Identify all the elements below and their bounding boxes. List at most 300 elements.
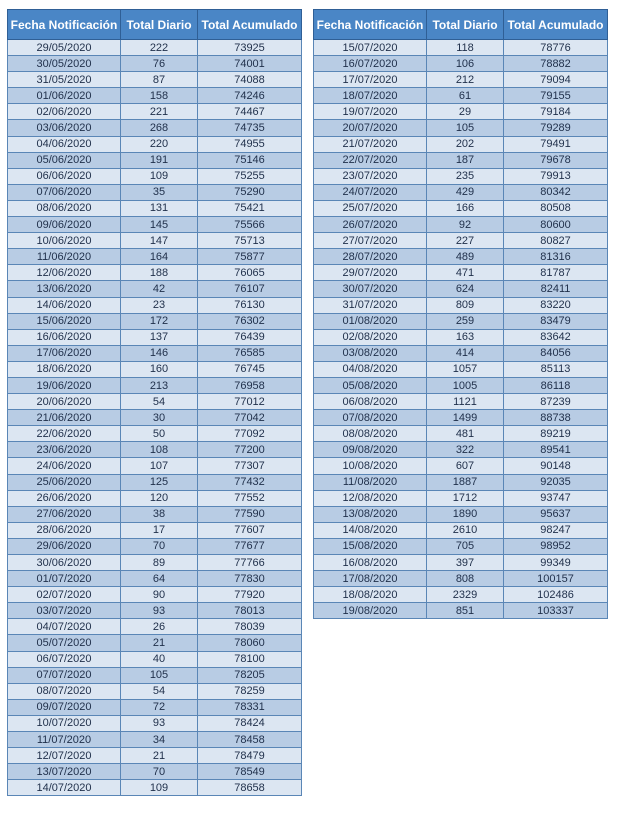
table-row xyxy=(8,410,302,426)
table-row xyxy=(8,667,302,683)
cell-fecha: 17/08/2020 xyxy=(314,571,427,587)
table-row xyxy=(8,200,302,216)
cell-total-acumulado: 87239 xyxy=(504,394,608,410)
cell-total-diario: 220 xyxy=(121,136,198,152)
cell-total-acumulado: 74001 xyxy=(198,56,302,72)
cell-total-acumulado: 100157 xyxy=(504,571,608,587)
table-row xyxy=(8,104,302,120)
cell-fecha: 04/08/2020 xyxy=(314,361,427,377)
cell-fecha: 04/07/2020 xyxy=(8,619,121,635)
cell-fecha: 25/06/2020 xyxy=(8,474,121,490)
cell-fecha: 02/08/2020 xyxy=(314,329,427,345)
cell-fecha: 24/07/2020 xyxy=(314,184,427,200)
cell-fecha: 23/07/2020 xyxy=(314,168,427,184)
cell-fecha: 14/07/2020 xyxy=(8,780,121,796)
table-row xyxy=(8,780,302,796)
cell-total-diario: 108 xyxy=(121,442,198,458)
cell-total-acumulado: 78658 xyxy=(198,780,302,796)
cell-fecha: 09/07/2020 xyxy=(8,699,121,715)
cell-total-acumulado: 81316 xyxy=(504,249,608,265)
cell-fecha: 12/07/2020 xyxy=(8,748,121,764)
cell-total-acumulado: 83220 xyxy=(504,297,608,313)
cell-total-diario: 109 xyxy=(121,168,198,184)
cell-fecha: 19/07/2020 xyxy=(314,104,427,120)
table-row xyxy=(314,442,608,458)
cell-total-diario: 808 xyxy=(427,571,504,587)
cell-fecha: 24/06/2020 xyxy=(8,458,121,474)
cell-fecha: 14/06/2020 xyxy=(8,297,121,313)
cell-fecha: 17/06/2020 xyxy=(8,345,121,361)
table-row xyxy=(314,40,608,56)
cell-total-diario: 29 xyxy=(427,104,504,120)
table-row xyxy=(314,72,608,88)
table-row xyxy=(314,265,608,281)
cell-fecha: 19/08/2020 xyxy=(314,603,427,619)
table-row xyxy=(314,56,608,72)
cell-fecha: 02/07/2020 xyxy=(8,587,121,603)
cell-total-acumulado: 80508 xyxy=(504,200,608,216)
table-row xyxy=(8,184,302,200)
table-row xyxy=(314,538,608,554)
cell-total-acumulado: 78013 xyxy=(198,603,302,619)
cell-total-diario: 221 xyxy=(121,104,198,120)
cell-total-acumulado: 75290 xyxy=(198,184,302,200)
table-row xyxy=(8,506,302,522)
table-row xyxy=(314,104,608,120)
cell-total-diario: 1499 xyxy=(427,410,504,426)
cell-total-diario: 40 xyxy=(121,651,198,667)
cell-total-diario: 125 xyxy=(121,474,198,490)
cell-total-diario: 64 xyxy=(121,571,198,587)
col-header-fecha: Fecha Notificación xyxy=(8,10,121,40)
cell-fecha: 06/06/2020 xyxy=(8,168,121,184)
cell-total-acumulado: 79289 xyxy=(504,120,608,136)
cell-fecha: 07/06/2020 xyxy=(8,184,121,200)
cell-fecha: 29/06/2020 xyxy=(8,538,121,554)
cell-fecha: 28/07/2020 xyxy=(314,249,427,265)
table-row xyxy=(314,184,608,200)
cell-total-diario: 705 xyxy=(427,538,504,554)
cell-total-diario: 23 xyxy=(121,297,198,313)
cell-total-acumulado: 74246 xyxy=(198,88,302,104)
cell-fecha: 25/07/2020 xyxy=(314,200,427,216)
cell-total-diario: 202 xyxy=(427,136,504,152)
table-row xyxy=(8,297,302,313)
cell-total-diario: 489 xyxy=(427,249,504,265)
cell-total-acumulado: 78205 xyxy=(198,667,302,683)
cell-total-acumulado: 77552 xyxy=(198,490,302,506)
cell-fecha: 03/08/2020 xyxy=(314,345,427,361)
cell-fecha: 10/06/2020 xyxy=(8,233,121,249)
cell-total-diario: 1890 xyxy=(427,506,504,522)
cell-total-diario: 1057 xyxy=(427,361,504,377)
table-row xyxy=(314,506,608,522)
cell-total-acumulado: 92035 xyxy=(504,474,608,490)
table-row xyxy=(8,281,302,297)
cell-total-diario: 188 xyxy=(121,265,198,281)
cell-total-diario: 1121 xyxy=(427,394,504,410)
cell-total-acumulado: 79094 xyxy=(504,72,608,88)
table-row xyxy=(314,168,608,184)
cell-total-diario: 131 xyxy=(121,200,198,216)
cell-total-acumulado: 76302 xyxy=(198,313,302,329)
cell-total-diario: 21 xyxy=(121,748,198,764)
table-row xyxy=(314,281,608,297)
cell-fecha: 08/08/2020 xyxy=(314,426,427,442)
cell-total-diario: 222 xyxy=(121,40,198,56)
cell-total-diario: 105 xyxy=(427,120,504,136)
cell-total-acumulado: 82411 xyxy=(504,281,608,297)
table-row xyxy=(8,168,302,184)
cell-total-acumulado: 78776 xyxy=(504,40,608,56)
table-row xyxy=(8,394,302,410)
cell-fecha: 08/07/2020 xyxy=(8,683,121,699)
table-row xyxy=(8,313,302,329)
cell-fecha: 13/08/2020 xyxy=(314,506,427,522)
cell-total-acumulado: 78060 xyxy=(198,635,302,651)
table-row xyxy=(8,571,302,587)
cell-total-diario: 17 xyxy=(121,522,198,538)
cell-total-diario: 34 xyxy=(121,732,198,748)
cell-total-diario: 21 xyxy=(121,635,198,651)
cell-total-acumulado: 77092 xyxy=(198,426,302,442)
cell-total-acumulado: 76585 xyxy=(198,345,302,361)
cell-total-acumulado: 84056 xyxy=(504,345,608,361)
cell-fecha: 17/07/2020 xyxy=(314,72,427,88)
cell-total-diario: 35 xyxy=(121,184,198,200)
header-row xyxy=(314,10,608,40)
cell-fecha: 19/06/2020 xyxy=(8,377,121,393)
table-row xyxy=(314,152,608,168)
table-row xyxy=(314,377,608,393)
cell-fecha: 06/07/2020 xyxy=(8,651,121,667)
table-row xyxy=(314,571,608,587)
cell-total-diario: 105 xyxy=(121,667,198,683)
cell-fecha: 16/08/2020 xyxy=(314,555,427,571)
table-row xyxy=(8,377,302,393)
table-row xyxy=(8,619,302,635)
table-row xyxy=(314,522,608,538)
table-row xyxy=(8,555,302,571)
col-header-total-acumulado: Total Acumulado xyxy=(504,10,608,40)
cell-total-diario: 109 xyxy=(121,780,198,796)
table-row xyxy=(314,603,608,619)
col-header-fecha: Fecha Notificación xyxy=(314,10,427,40)
cell-fecha: 30/05/2020 xyxy=(8,56,121,72)
cell-total-acumulado: 75255 xyxy=(198,168,302,184)
cell-total-diario: 2610 xyxy=(427,522,504,538)
cell-total-diario: 54 xyxy=(121,683,198,699)
cell-total-acumulado: 76439 xyxy=(198,329,302,345)
cell-total-diario: 414 xyxy=(427,345,504,361)
table-row xyxy=(8,458,302,474)
cell-total-acumulado: 81787 xyxy=(504,265,608,281)
cell-total-acumulado: 76107 xyxy=(198,281,302,297)
cell-total-diario: 213 xyxy=(121,377,198,393)
table-row xyxy=(314,200,608,216)
table-row xyxy=(8,56,302,72)
cell-fecha: 04/06/2020 xyxy=(8,136,121,152)
table-row xyxy=(8,233,302,249)
table-row xyxy=(8,249,302,265)
cell-fecha: 10/08/2020 xyxy=(314,458,427,474)
cell-total-acumulado: 79184 xyxy=(504,104,608,120)
cell-total-acumulado: 93747 xyxy=(504,490,608,506)
cell-fecha: 20/07/2020 xyxy=(314,120,427,136)
cell-total-acumulado: 77607 xyxy=(198,522,302,538)
cell-fecha: 10/07/2020 xyxy=(8,715,121,731)
cell-total-acumulado: 88738 xyxy=(504,410,608,426)
cell-total-diario: 809 xyxy=(427,297,504,313)
table-row xyxy=(314,394,608,410)
cell-total-acumulado: 75421 xyxy=(198,200,302,216)
cell-total-diario: 187 xyxy=(427,152,504,168)
cell-total-acumulado: 78549 xyxy=(198,764,302,780)
cell-total-diario: 30 xyxy=(121,410,198,426)
table-row xyxy=(8,764,302,780)
cell-fecha: 22/07/2020 xyxy=(314,152,427,168)
cell-total-acumulado: 78039 xyxy=(198,619,302,635)
cell-total-acumulado: 74467 xyxy=(198,104,302,120)
cell-total-diario: 90 xyxy=(121,587,198,603)
cell-fecha: 03/07/2020 xyxy=(8,603,121,619)
cell-total-acumulado: 75146 xyxy=(198,152,302,168)
table-row xyxy=(8,603,302,619)
cell-fecha: 02/06/2020 xyxy=(8,104,121,120)
table-row xyxy=(8,120,302,136)
table-row xyxy=(314,249,608,265)
cell-total-acumulado: 78882 xyxy=(504,56,608,72)
cell-total-acumulado: 79913 xyxy=(504,168,608,184)
cell-total-diario: 70 xyxy=(121,538,198,554)
cell-total-acumulado: 76065 xyxy=(198,265,302,281)
table-row xyxy=(8,538,302,554)
cell-total-diario: 212 xyxy=(427,72,504,88)
table-row xyxy=(8,683,302,699)
table-row xyxy=(314,329,608,345)
cell-fecha: 16/06/2020 xyxy=(8,329,121,345)
cell-fecha: 31/05/2020 xyxy=(8,72,121,88)
left-table xyxy=(7,9,302,796)
table-row xyxy=(314,490,608,506)
cell-total-acumulado: 79491 xyxy=(504,136,608,152)
cell-total-acumulado: 77830 xyxy=(198,571,302,587)
cell-total-acumulado: 77920 xyxy=(198,587,302,603)
cell-total-diario: 87 xyxy=(121,72,198,88)
table-row xyxy=(314,313,608,329)
cell-total-diario: 429 xyxy=(427,184,504,200)
cell-fecha: 01/08/2020 xyxy=(314,313,427,329)
cell-total-diario: 259 xyxy=(427,313,504,329)
table-row xyxy=(8,732,302,748)
cell-total-acumulado: 78100 xyxy=(198,651,302,667)
cell-total-acumulado: 79678 xyxy=(504,152,608,168)
cell-fecha: 15/07/2020 xyxy=(314,40,427,56)
cell-total-acumulado: 80342 xyxy=(504,184,608,200)
table-row xyxy=(314,297,608,313)
table-row xyxy=(8,361,302,377)
cell-fecha: 13/07/2020 xyxy=(8,764,121,780)
cell-fecha: 14/08/2020 xyxy=(314,522,427,538)
cell-total-diario: 54 xyxy=(121,394,198,410)
cell-fecha: 21/06/2020 xyxy=(8,410,121,426)
cell-total-diario: 146 xyxy=(121,345,198,361)
cell-total-diario: 107 xyxy=(121,458,198,474)
table-row xyxy=(8,136,302,152)
cell-total-acumulado: 85113 xyxy=(504,361,608,377)
cell-total-diario: 26 xyxy=(121,619,198,635)
right-table-body xyxy=(314,40,608,619)
table-row xyxy=(8,152,302,168)
cell-fecha: 30/07/2020 xyxy=(314,281,427,297)
header-row xyxy=(8,10,302,40)
cell-fecha: 01/07/2020 xyxy=(8,571,121,587)
table-row xyxy=(8,329,302,345)
cell-total-acumulado: 76958 xyxy=(198,377,302,393)
cell-fecha: 15/08/2020 xyxy=(314,538,427,554)
table-row xyxy=(8,265,302,281)
cell-fecha: 20/06/2020 xyxy=(8,394,121,410)
cell-total-diario: 118 xyxy=(427,40,504,56)
table-row xyxy=(8,587,302,603)
right-table xyxy=(313,9,608,619)
cell-total-diario: 147 xyxy=(121,233,198,249)
cell-total-acumulado: 77766 xyxy=(198,555,302,571)
table-row xyxy=(8,522,302,538)
cell-fecha: 26/06/2020 xyxy=(8,490,121,506)
cell-total-acumulado: 83642 xyxy=(504,329,608,345)
cell-total-acumulado: 99349 xyxy=(504,555,608,571)
cell-total-diario: 166 xyxy=(427,200,504,216)
cell-total-diario: 607 xyxy=(427,458,504,474)
cell-total-acumulado: 95637 xyxy=(504,506,608,522)
cell-total-diario: 158 xyxy=(121,88,198,104)
cell-total-acumulado: 76745 xyxy=(198,361,302,377)
cell-total-diario: 120 xyxy=(121,490,198,506)
cell-total-acumulado: 74955 xyxy=(198,136,302,152)
col-header-total-diario: Total Diario xyxy=(427,10,504,40)
table-row xyxy=(8,426,302,442)
cell-fecha: 29/05/2020 xyxy=(8,40,121,56)
table-row xyxy=(8,490,302,506)
cell-total-diario: 2329 xyxy=(427,587,504,603)
table-row xyxy=(314,555,608,571)
cell-total-diario: 93 xyxy=(121,603,198,619)
cell-fecha: 18/08/2020 xyxy=(314,587,427,603)
table-row xyxy=(8,40,302,56)
cell-total-diario: 164 xyxy=(121,249,198,265)
cell-fecha: 31/07/2020 xyxy=(314,297,427,313)
cell-total-diario: 227 xyxy=(427,233,504,249)
table-row xyxy=(314,474,608,490)
table-row xyxy=(8,72,302,88)
cell-fecha: 27/07/2020 xyxy=(314,233,427,249)
cell-total-acumulado: 77677 xyxy=(198,538,302,554)
table-row xyxy=(314,458,608,474)
cell-fecha: 23/06/2020 xyxy=(8,442,121,458)
cell-total-acumulado: 83479 xyxy=(504,313,608,329)
cell-total-diario: 72 xyxy=(121,699,198,715)
cell-total-diario: 61 xyxy=(427,88,504,104)
table-row xyxy=(8,651,302,667)
cell-total-diario: 1005 xyxy=(427,377,504,393)
cell-total-acumulado: 102486 xyxy=(504,587,608,603)
cell-fecha: 21/07/2020 xyxy=(314,136,427,152)
cell-total-acumulado: 75713 xyxy=(198,233,302,249)
cell-total-acumulado: 80827 xyxy=(504,233,608,249)
table-row xyxy=(314,136,608,152)
cell-total-diario: 624 xyxy=(427,281,504,297)
table-row xyxy=(8,442,302,458)
cell-total-acumulado: 78331 xyxy=(198,699,302,715)
cell-total-acumulado: 73925 xyxy=(198,40,302,56)
table-row xyxy=(8,217,302,233)
cell-fecha: 30/06/2020 xyxy=(8,555,121,571)
cell-total-diario: 1887 xyxy=(427,474,504,490)
cell-fecha: 11/08/2020 xyxy=(314,474,427,490)
table-row xyxy=(314,233,608,249)
cell-total-acumulado: 75877 xyxy=(198,249,302,265)
cell-total-acumulado: 75566 xyxy=(198,217,302,233)
cell-total-diario: 70 xyxy=(121,764,198,780)
cell-total-acumulado: 78259 xyxy=(198,683,302,699)
cell-total-acumulado: 78479 xyxy=(198,748,302,764)
table-row xyxy=(8,88,302,104)
cell-total-diario: 76 xyxy=(121,56,198,72)
table-row xyxy=(314,426,608,442)
table-row xyxy=(314,88,608,104)
cell-total-diario: 172 xyxy=(121,313,198,329)
table-row xyxy=(314,587,608,603)
table-row xyxy=(314,217,608,233)
cell-total-acumulado: 77012 xyxy=(198,394,302,410)
cell-total-diario: 160 xyxy=(121,361,198,377)
cell-total-acumulado: 86118 xyxy=(504,377,608,393)
cell-fecha: 11/07/2020 xyxy=(8,732,121,748)
cell-fecha: 16/07/2020 xyxy=(314,56,427,72)
cell-total-acumulado: 77432 xyxy=(198,474,302,490)
col-header-total-diario: Total Diario xyxy=(121,10,198,40)
cell-fecha: 27/06/2020 xyxy=(8,506,121,522)
table-row xyxy=(314,410,608,426)
cell-total-diario: 92 xyxy=(427,217,504,233)
cell-total-diario: 106 xyxy=(427,56,504,72)
cell-fecha: 28/06/2020 xyxy=(8,522,121,538)
cell-total-diario: 235 xyxy=(427,168,504,184)
cell-fecha: 12/08/2020 xyxy=(314,490,427,506)
cell-total-diario: 481 xyxy=(427,426,504,442)
cell-total-diario: 322 xyxy=(427,442,504,458)
cell-fecha: 22/06/2020 xyxy=(8,426,121,442)
cell-fecha: 15/06/2020 xyxy=(8,313,121,329)
cell-total-acumulado: 98247 xyxy=(504,522,608,538)
cell-total-acumulado: 103337 xyxy=(504,603,608,619)
cell-fecha: 06/08/2020 xyxy=(314,394,427,410)
cell-fecha: 26/07/2020 xyxy=(314,217,427,233)
cell-total-acumulado: 80600 xyxy=(504,217,608,233)
cell-fecha: 05/06/2020 xyxy=(8,152,121,168)
cell-total-diario: 89 xyxy=(121,555,198,571)
cell-total-diario: 38 xyxy=(121,506,198,522)
table-row xyxy=(8,345,302,361)
table-row xyxy=(314,120,608,136)
table-row xyxy=(8,748,302,764)
cell-total-acumulado: 89541 xyxy=(504,442,608,458)
cell-total-diario: 163 xyxy=(427,329,504,345)
cell-total-acumulado: 76130 xyxy=(198,297,302,313)
cell-fecha: 09/08/2020 xyxy=(314,442,427,458)
table-row xyxy=(8,699,302,715)
